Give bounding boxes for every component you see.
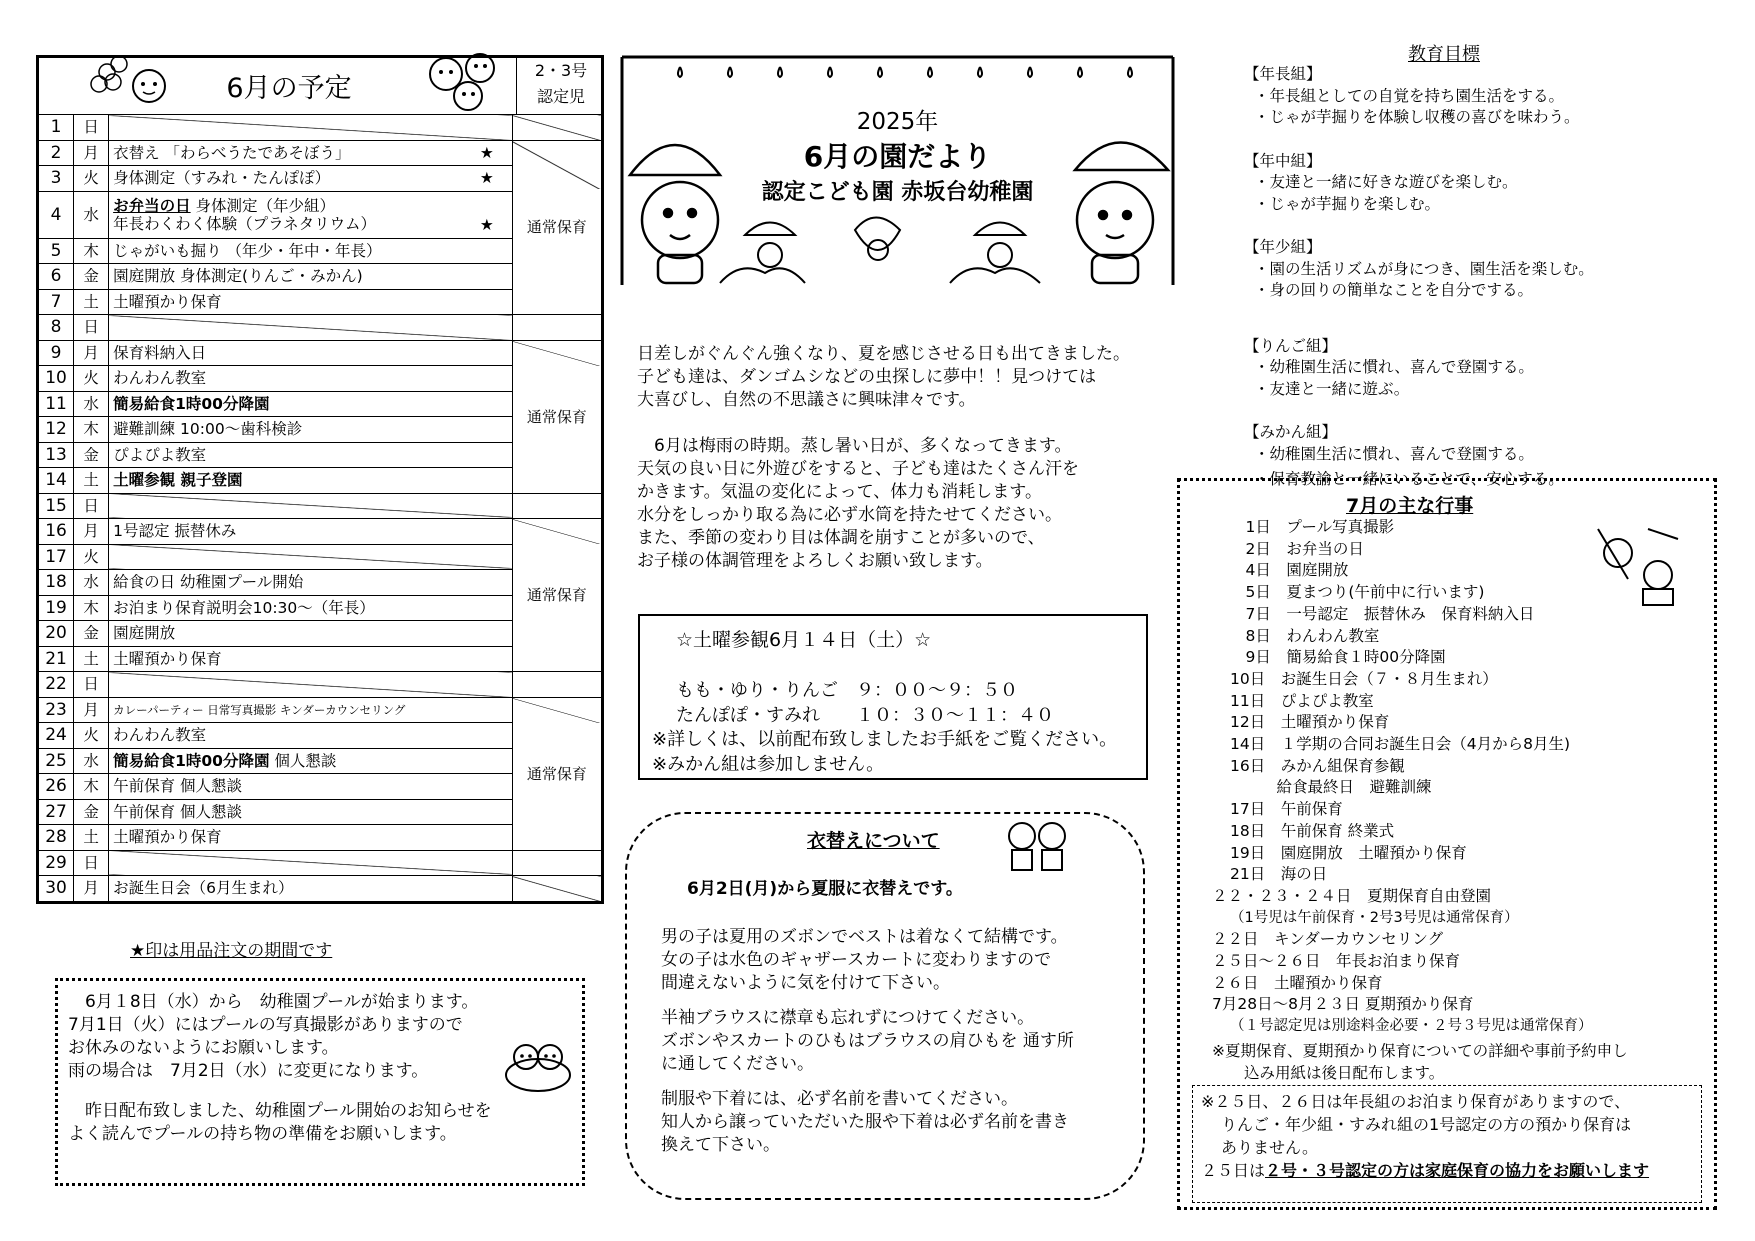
saturday-box [638, 614, 1148, 780]
care-column-header: 2・3号 認定児 [516, 58, 605, 115]
event-cell [109, 315, 513, 341]
table-row [38, 672, 603, 698]
goal-group-name: 【年中組】 [1244, 151, 1322, 170]
july-note: ※夏期保育、夏期預かり保育についての詳細や事前予約申し 込み用紙は後日配布します。 [1212, 1042, 1628, 1082]
goal-item: ・身の回りの簡単なことを自分でする。 [1254, 281, 1534, 299]
event-cell [109, 570, 513, 596]
day-number: 17 [38, 544, 74, 570]
day-of-week: 金 [74, 799, 109, 825]
star-note: ★印は用品注文の期間です [130, 941, 333, 961]
koromogae-line: 間違えないように気を付けて下さい。 [661, 973, 950, 993]
intro-line: お子様の体調管理をよろしくお願い致します。 [637, 551, 993, 571]
event-cell [109, 140, 513, 166]
saturday-title: ☆土曜参観6月１４日（土）☆ [676, 629, 932, 651]
pool-kids-illustration [502, 1029, 574, 1095]
event-cell [109, 697, 513, 723]
day-of-week: 火 [74, 166, 109, 192]
koromogae-line: 知人から譲っていただいた服や下着は必ず名前を書き [661, 1112, 1069, 1132]
intro-line: かきます。気温の変化によって、体力も消耗します。 [637, 482, 1042, 502]
koromogae-line: ズボンやスカートのひもはブラウスの肩ひもを 通す所 [661, 1031, 1074, 1051]
day-of-week: 日 [74, 115, 109, 141]
day-number: 3 [38, 166, 74, 192]
goal-group-name: 【みかん組】 [1244, 423, 1338, 441]
event-text: 避難訓練 10:00～歯科検診 [113, 420, 303, 439]
event-text: 給食の日 幼稚園プール開始 [113, 573, 304, 592]
goal-group [1244, 336, 1724, 401]
care-label: 通常保育 [526, 218, 587, 237]
day-number: 29 [38, 850, 74, 876]
koromogae-line: 制服や下着には、必ず名前を書いてください。 [661, 1089, 1018, 1109]
event-cell [109, 115, 513, 141]
day-of-week: 土 [74, 825, 109, 851]
july-event: ２２日 キンダーカウンセリング [1212, 930, 1444, 949]
july-title: 7月の主な行事 [1346, 495, 1474, 517]
koromogae-line: に通してください。 [661, 1054, 814, 1074]
event-cell [109, 391, 513, 417]
care-label: 通常保育 [526, 764, 587, 783]
day-number: 6 [38, 264, 74, 290]
day-number: 19 [38, 595, 74, 621]
goal-item: ・保育教諭と一緒にいることで、安心する。 [1254, 470, 1564, 488]
event-text: 土曜預かり保育 [113, 292, 222, 311]
koromogae-line: 半袖ブラウスに襟章も忘れずにつけてください。 [661, 1008, 1035, 1028]
event-text-line2: 年長わくわく体験（プラネタリウム） [113, 214, 376, 233]
july-event: 18日 午前保育 終業式 [1230, 821, 1395, 840]
pool-notice-line: よく読んでプールの持ち物の準備をお願いします。 [68, 1124, 457, 1144]
event-cell [109, 417, 513, 443]
day-of-week: 火 [74, 366, 109, 392]
day-of-week: 土 [74, 468, 109, 494]
july-event: 19日 園庭開放 土曜預かり保育 [1230, 843, 1467, 862]
day-number: 20 [38, 621, 74, 647]
july-event: 7月28日～8月２３日 夏期預かり保育 [1212, 995, 1474, 1014]
pool-notice-line: 6月１8日（水）から 幼稚園プールが始まります。 [68, 992, 479, 1012]
intro-line: 大喜びし、自然の不思議さに興味津々です。 [637, 390, 976, 410]
intro-text [637, 343, 1182, 573]
saturday-note-1: ※詳しくは、以前配布致しましたお手紙をご覧ください。 [652, 729, 1118, 750]
event-cell [109, 850, 513, 876]
day-number: 22 [38, 672, 74, 698]
goal-item: ・年長組としての自覚を持ち園生活をする。 [1254, 86, 1565, 105]
care-label: 通常保育 [526, 407, 587, 426]
event-text: 午前保育 個人懇談 [113, 802, 243, 821]
koromogae-line: 女の子は水色のギャザースカートに変わりますので [661, 950, 1052, 970]
table-row [38, 697, 603, 723]
july-event: 12日 土曜預かり保育 [1230, 713, 1390, 732]
goal-group-name: 【年長組】 [1244, 65, 1322, 83]
intro-line: 天気の良い日に外遊びをすると、子ども達はたくさん汗を [637, 459, 1079, 479]
table-row [38, 115, 603, 141]
day-number: 12 [38, 417, 74, 443]
event-cell [109, 264, 513, 290]
event-text: 衣替え 「わらべうたであそぼう」 [113, 143, 351, 162]
event-text: 園庭開放 [113, 624, 176, 643]
day-of-week: 土 [74, 289, 109, 315]
event-cell [109, 595, 513, 621]
july-event: 4日 園庭開放 [1230, 561, 1349, 580]
day-of-week: 日 [74, 315, 109, 341]
hydrangea-illustration [79, 50, 169, 116]
day-number: 2 [38, 140, 74, 166]
july-event: 2日 お弁当の日 [1230, 539, 1364, 558]
intro-line: 子ども達は、ダンゴムシなどの虫探しに夢中！！見つけては [637, 367, 1097, 387]
day-number: 7 [38, 289, 74, 315]
table-row [38, 850, 603, 876]
newsletter-banner [620, 55, 1175, 287]
day-number: 1 [38, 115, 74, 141]
day-of-week: 金 [74, 264, 109, 290]
intro-line: 6月は梅雨の時期。蒸し暑い日が、多くなってきます。 [637, 436, 1072, 456]
july-event: 21日 海の日 [1230, 865, 1328, 884]
day-number: 28 [38, 825, 74, 851]
school-name: 認定こども園 赤坂台幼稚園 [761, 180, 1034, 205]
event-cell [109, 799, 513, 825]
day-of-week: 火 [74, 723, 109, 749]
pool-notice-line: お休みのないようにお願いします。 [68, 1038, 339, 1058]
intro-line: 日差しがぐんぐん強くなり、夏を感じさせる日も出てきました。 [637, 344, 1130, 364]
day-of-week: 水 [74, 191, 109, 238]
july-event: 1日 プール写真撮影 [1230, 518, 1395, 536]
day-number: 24 [38, 723, 74, 749]
july-event: ２２・２３・２４日 夏期保育自由登園 [1212, 886, 1492, 905]
star-icon: ★ [479, 215, 494, 234]
event-text: お弁当の日 [113, 196, 191, 215]
day-of-week: 日 [74, 850, 109, 876]
table-row [38, 519, 603, 545]
day-of-week: 月 [74, 876, 109, 903]
intro-line: また、季節の変わり目は体調を崩すことが多いので、 [637, 528, 1045, 548]
table-row [38, 140, 603, 166]
july-event: 10日 お誕生日会（７・８月生まれ） [1230, 669, 1498, 688]
goals-title: 教育目標 [1408, 44, 1480, 65]
goal-item: ・幼稚園生活に慣れ、喜んで登園する。 [1254, 358, 1534, 376]
saturday-time-1: もも・ゆり・りんご ９：００～９：５０ [676, 680, 1018, 701]
day-of-week: 火 [74, 544, 109, 570]
pool-notice-line: 7月1日（火）にはプールの写真撮影がありますので [68, 1015, 463, 1035]
day-number: 21 [38, 646, 74, 672]
day-of-week: 木 [74, 595, 109, 621]
day-of-week: 月 [74, 697, 109, 723]
event-text: わんわん教室 [113, 726, 207, 745]
table-row [38, 315, 603, 341]
goal-item: ・友達と一緒に好きな遊びを楽しむ。 [1254, 173, 1518, 191]
event-cell [109, 289, 513, 315]
event-text: 土曜預かり保育 [113, 649, 222, 668]
schedule-title: 6月の予定 [226, 73, 352, 104]
day-number: 15 [38, 493, 74, 519]
event-cell [109, 621, 513, 647]
day-of-week: 月 [74, 340, 109, 366]
pool-notice-line: 昨日配布致しました、幼稚園プール開始のお知らせを [68, 1101, 492, 1121]
day-number: 14 [38, 468, 74, 494]
day-of-week: 水 [74, 570, 109, 596]
goal-item: ・園の生活リズムが身につき、園生活を楽しむ。 [1254, 259, 1594, 278]
event-cell [109, 166, 513, 192]
day-of-week: 木 [74, 774, 109, 800]
saturday-note-2: ※みかん組は参加しません。 [652, 754, 885, 775]
july-event: 9日 簡易給食１時00分降園 [1230, 648, 1446, 667]
intro-line: 水分をしっかり取る為に必ず水筒を持たせてください。 [637, 505, 1062, 525]
event-text: カレーパーティー 日常写真撮影 キンダーカウンセリング [113, 703, 406, 718]
july-event: （1号児は午前保育・2号3号児は通常保育） [1230, 909, 1519, 926]
day-number: 23 [38, 697, 74, 723]
goal-group [1244, 237, 1724, 302]
day-of-week: 日 [74, 672, 109, 698]
care-cell-blank [512, 115, 602, 141]
day-of-week: 木 [74, 238, 109, 264]
event-text: ぴよぴよ教室 [113, 445, 207, 464]
july-event: 11日 ぴよぴよ教室 [1230, 691, 1374, 710]
event-cell [109, 442, 513, 468]
day-number: 30 [38, 876, 74, 903]
koromogae-box [625, 812, 1145, 1200]
table-row [38, 340, 603, 366]
day-of-week: 木 [74, 417, 109, 443]
goal-group-name: 【年少組】 [1244, 238, 1322, 256]
koromogae-lead: 6月2日(月)から夏服に衣替えです。 [687, 879, 963, 899]
mascot-group-illustration [424, 48, 509, 114]
day-number: 8 [38, 315, 74, 341]
event-text: 土曜預かり保育 [113, 828, 222, 847]
event-cell [109, 544, 513, 570]
july-event-list [1212, 517, 1593, 1038]
banner-year: 2025年 [856, 109, 939, 135]
day-number: 9 [38, 340, 74, 366]
day-of-week: 月 [74, 140, 109, 166]
kids-uniform-illustration [1002, 816, 1072, 874]
summer-festival-illustration [1588, 519, 1688, 609]
event-cell [109, 646, 513, 672]
event-text: 保育料納入日 [113, 343, 207, 362]
goal-item: ・友達と一緒に遊ぶ。 [1254, 379, 1410, 398]
july-event: ２６日 土曜預かり保育 [1212, 973, 1383, 992]
schedule-table [36, 114, 604, 904]
july-event: 7日 一号認定 振替休み 保育料納入日 [1230, 604, 1535, 623]
koromogae-line: 男の子は夏用のズボンでベストは着なくて結構です。 [661, 927, 1068, 947]
star-icon: ★ [479, 143, 494, 162]
july-event: ２５日～２６日 年長お泊まり保育 [1212, 952, 1461, 971]
banner-title: 6月の園だより [803, 140, 992, 173]
event-text: お泊まり保育説明会10:30～（年長） [113, 598, 375, 617]
day-number: 16 [38, 519, 74, 545]
care-label: 通常保育 [526, 586, 587, 604]
event-text: 簡易給食1時00分降園 [113, 751, 270, 770]
event-cell [109, 774, 513, 800]
goal-item: ・じゃが芋掘りを楽しむ。 [1254, 194, 1441, 213]
day-number: 13 [38, 442, 74, 468]
event-cell [109, 340, 513, 366]
event-text-rest: 個人懇談 [269, 751, 337, 770]
goal-group-name: 【りんご組】 [1244, 336, 1338, 355]
day-of-week: 月 [74, 519, 109, 545]
event-cell [109, 825, 513, 851]
event-cell [109, 191, 513, 238]
day-number: 11 [38, 391, 74, 417]
care-cell [512, 140, 602, 315]
table-row [38, 493, 603, 519]
table-row [38, 876, 603, 903]
event-text: 1号認定 振替休み [113, 522, 237, 541]
star-icon: ★ [479, 169, 494, 187]
koromogae-title: 衣替えについて [807, 830, 940, 852]
goal-group [1244, 64, 1724, 129]
event-cell [109, 468, 513, 494]
care-cell [512, 697, 602, 850]
goal-item: ・幼稚園生活に慣れ、喜んで登園する。 [1254, 444, 1534, 463]
july-event: 16日 みかん組保育参観 [1230, 756, 1405, 775]
day-of-week: 土 [74, 646, 109, 672]
pool-notice-line [68, 1083, 572, 1100]
event-text: 午前保育 個人懇談 [113, 777, 243, 796]
schedule-header [36, 55, 604, 115]
event-cell [109, 519, 513, 545]
event-text: 簡易給食1時00分降園 [113, 394, 270, 413]
goal-item: ・じゃが芋掘りを体験し収穫の喜びを味わう。 [1254, 108, 1580, 126]
event-cell [109, 493, 513, 519]
event-cell [109, 723, 513, 749]
saturday-time-2: たんぽぽ・すみれ １０：３０～１１：４０ [676, 705, 1054, 726]
education-goals [1244, 64, 1724, 491]
day-number: 26 [38, 774, 74, 800]
koromogae-line: 換えて下さい。 [661, 1135, 780, 1155]
july-event: 5日 夏まつり(午前中に行います) [1230, 583, 1485, 602]
day-of-week: 金 [74, 442, 109, 468]
july-event: 17日 午前保育 [1230, 800, 1343, 819]
day-number: 10 [38, 366, 74, 392]
event-cell [109, 366, 513, 392]
care-cell [512, 340, 602, 493]
july-event: 14日 １学期の合同お誕生日会（4月から8月生) [1230, 735, 1570, 754]
event-text: 土曜参観 親子登園 [113, 471, 243, 490]
event-text: わんわん教室 [113, 369, 207, 388]
event-cell [109, 748, 513, 774]
day-number: 18 [38, 570, 74, 596]
event-text: 園庭開放 身体測定(りんご・みかん) [113, 267, 363, 286]
pool-notice-line: 雨の場合は 7月2日（水）に変更になります。 [68, 1061, 429, 1081]
care-cell [512, 519, 602, 672]
july-event: 8日 わんわん教室 [1230, 626, 1380, 645]
event-cell [109, 876, 513, 903]
july-event: （１号認定児は別途料金必要・２号３号児は通常保育） [1230, 1018, 1593, 1035]
july-events-box [1177, 478, 1717, 1210]
goal-group [1244, 151, 1724, 216]
day-number: 5 [38, 238, 74, 264]
event-text: 身体測定（すみれ・たんぽぽ） [113, 169, 331, 188]
overnight-notice-box: ※２５日、２６日は年長組のお泊まり保育がありますので、 りんご・年少組・すみれ組の1号認定の方の預かり保育は ありません。 ２５日は２号・３号認定の方は家庭保育の協力をお願いします [1192, 1085, 1702, 1203]
day-of-week: 金 [74, 621, 109, 647]
event-text: じゃがいも掘り （年少・年中・年長） [113, 241, 382, 260]
day-of-week: 日 [74, 493, 109, 519]
event-cell [109, 672, 513, 698]
event-text-rest: 身体測定（年少組） [190, 196, 336, 215]
day-of-week: 水 [74, 391, 109, 417]
day-number: 25 [38, 748, 74, 774]
event-cell [109, 238, 513, 264]
day-of-week: 水 [74, 748, 109, 774]
day-number: 27 [38, 799, 74, 825]
care-cell-blank [512, 876, 602, 903]
july-event: 給食最終日 避難訓練 [1230, 778, 1432, 797]
day-number: 4 [38, 191, 74, 238]
event-text: お誕生日会（6月生まれ） [113, 879, 294, 898]
pool-notice-box [55, 978, 585, 1186]
